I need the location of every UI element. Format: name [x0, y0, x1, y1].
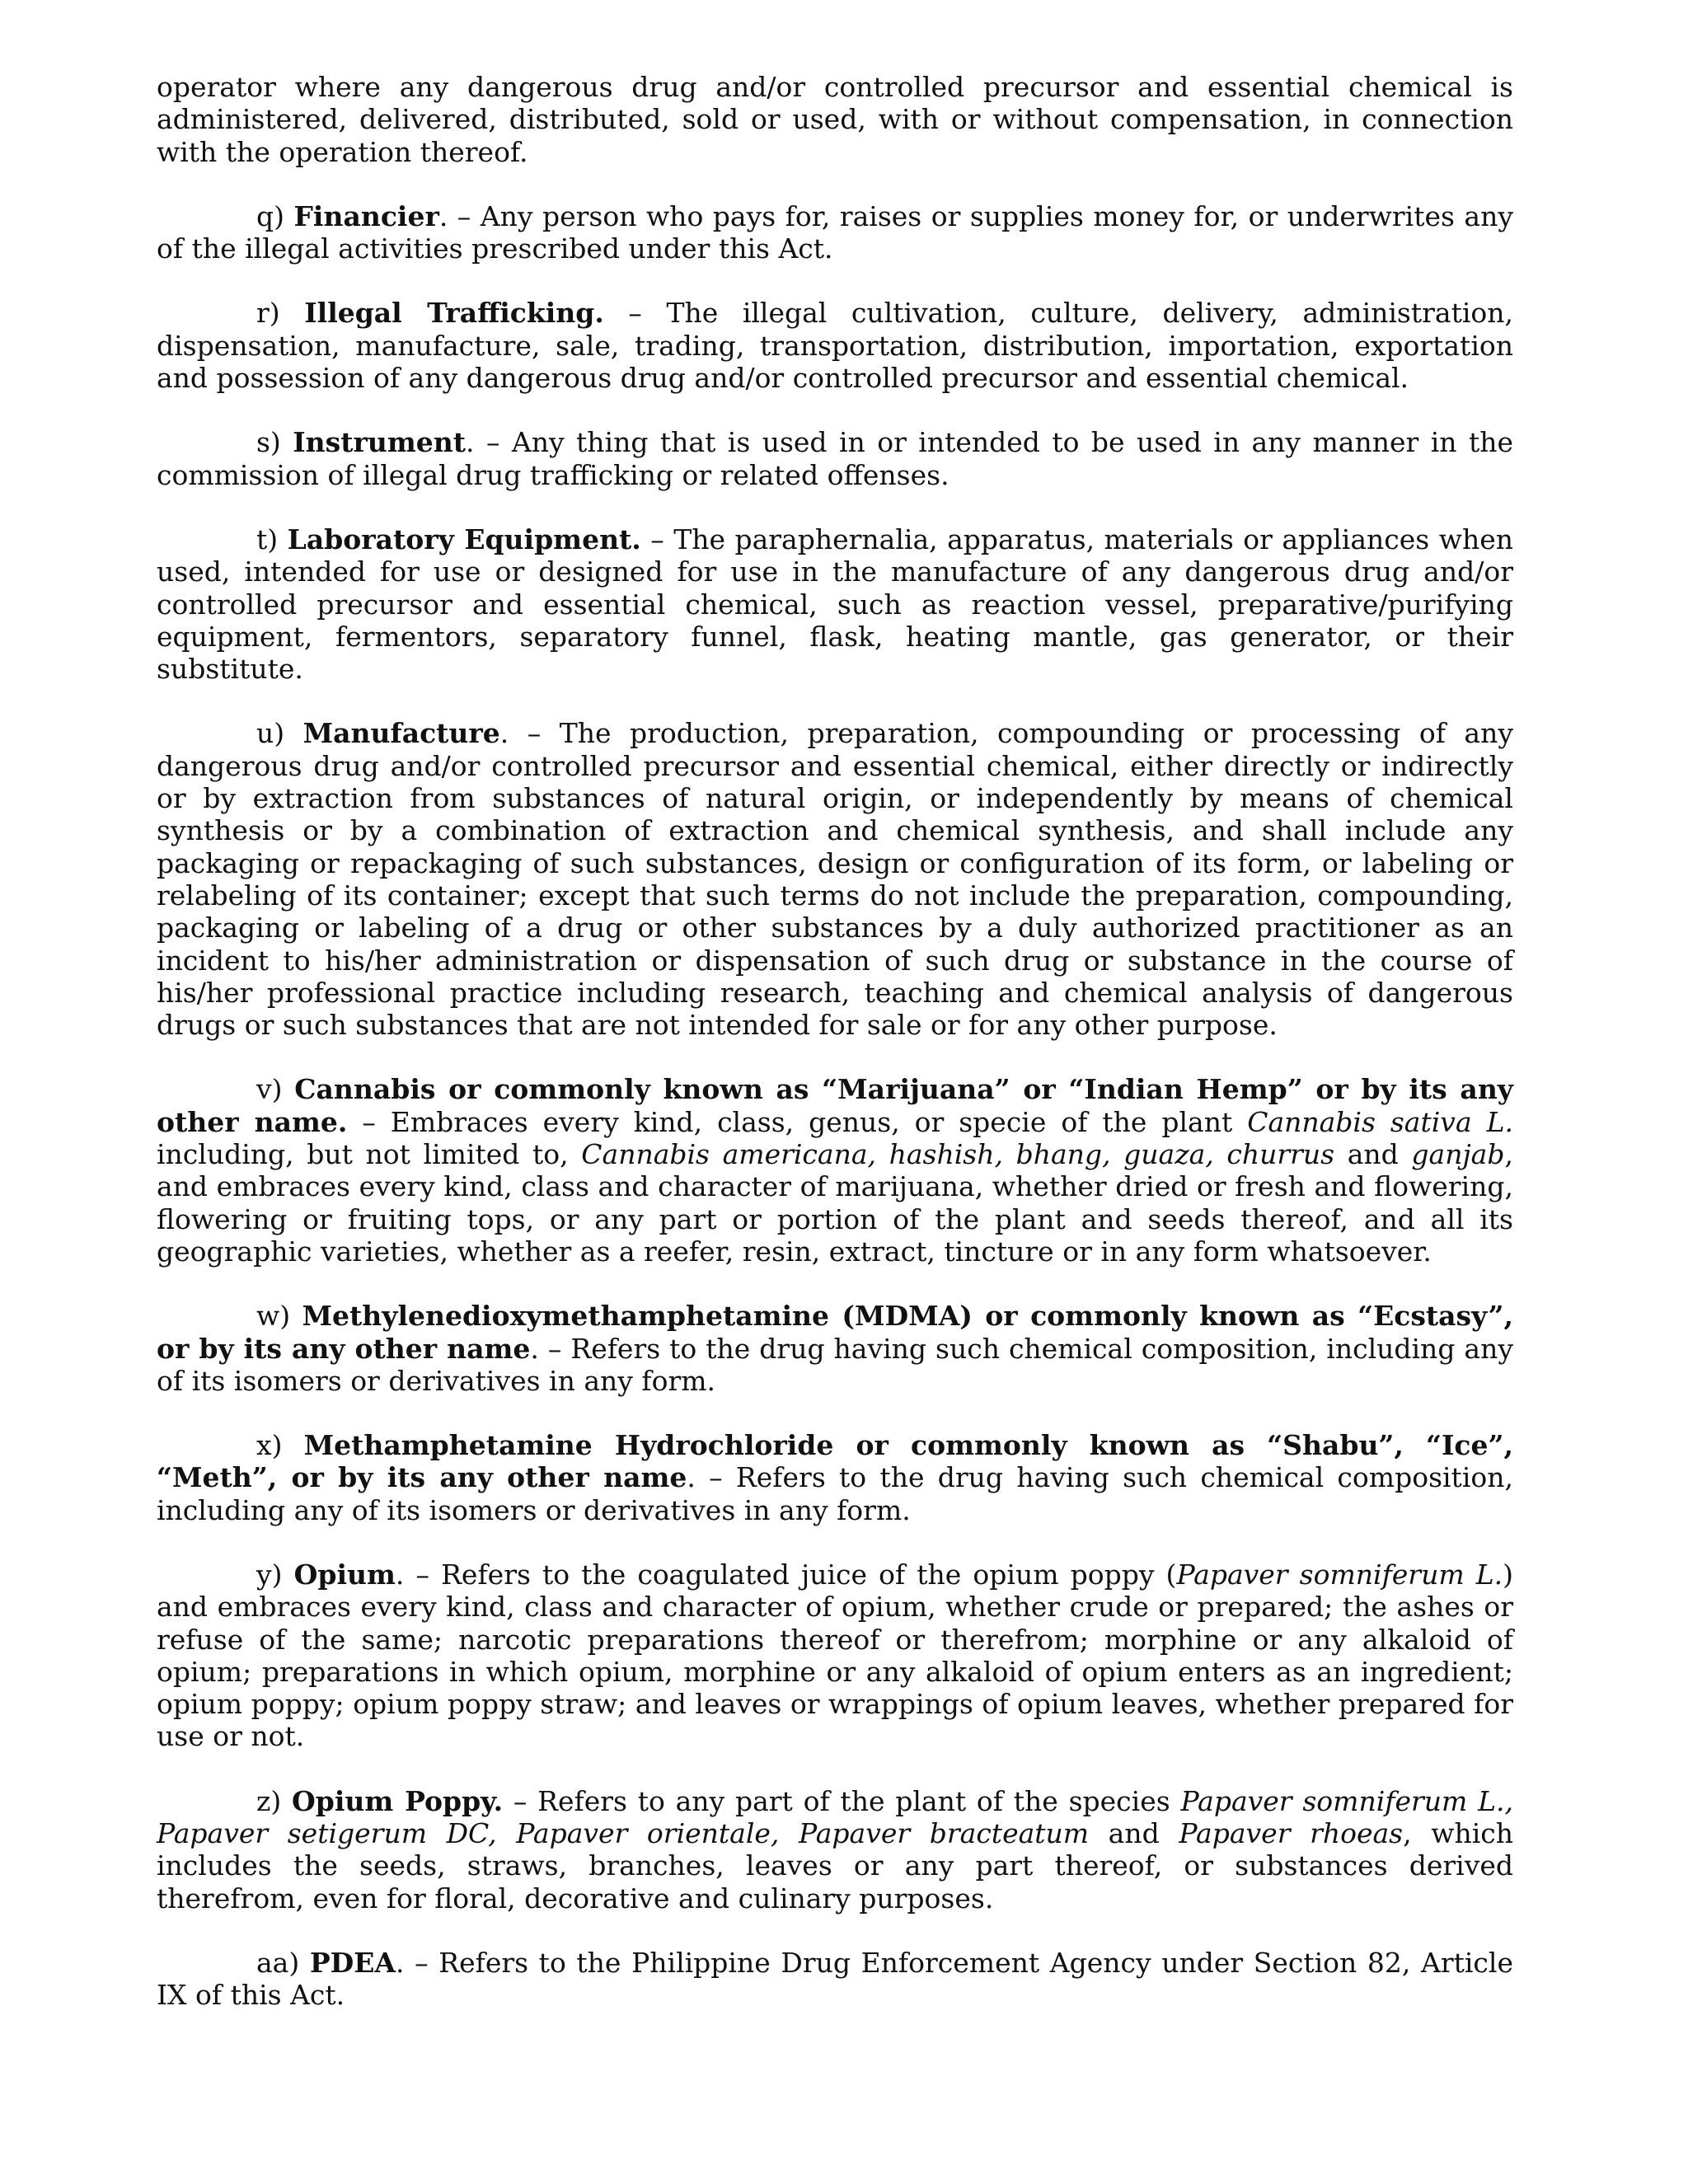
definition-letter: w)	[256, 1300, 291, 1333]
definition-letter: v)	[256, 1073, 283, 1106]
definition-letter: aa)	[256, 1946, 300, 1979]
definition-text: including, but not limited to,	[157, 1138, 582, 1171]
definition-term: PDEA	[309, 1946, 396, 1979]
definition-aa	[157, 1947, 1513, 2012]
definition-z	[157, 1785, 1513, 1915]
definition-term: Methylenedioxymethamphetamine (MDMA) or commonly known as “Ecstasy”, or by its any other name	[157, 1300, 1513, 1365]
definition-term: Opium	[293, 1558, 396, 1591]
definition-term: Illegal Trafficking.	[304, 297, 604, 330]
definition-text: – The paraphernalia, apparatus, materials or appliances when used, intended for use or designed for use in the manufacture of any dangerous drug and/or controlled precursor and essential chemical, such as reaction vessel, preparative/purifying equipment, fermentors, separatory funnel, flask, heating mantle, gas generator, or their substitute.	[157, 523, 1513, 686]
definition-letter: r)	[256, 297, 280, 330]
continuation-paragraph: operator where any dangerous drug and/or controlled precursor and essential chemical is administered, delivered, distributed, sold or used, with or without compensation, in connection with the operation thereof.	[157, 71, 1513, 168]
definition-text: and	[1089, 1817, 1179, 1850]
definition-text: – Embraces every kind, class, genus, or specie of the plant	[347, 1105, 1248, 1138]
definition-italic: Papaver somniferum L.	[1176, 1558, 1503, 1591]
document-page	[157, 71, 1513, 2044]
definition-v	[157, 1073, 1513, 1268]
definition-text: . – Refers to the drug having such chemical composition, including any of its isomers or derivatives in any form.	[157, 1332, 1513, 1397]
definition-italic: Cannabis americana, hashish, bhang, guaza, churrus	[581, 1138, 1335, 1171]
definition-term: Laboratory Equipment.	[287, 523, 641, 555]
definition-italic: Papaver somniferum L., Papaver setigerum DC, Papaver orientale, Papaver bracteatum	[157, 1784, 1513, 1850]
definition-term: Opium Poppy.	[292, 1784, 504, 1817]
definition-u	[157, 717, 1513, 1041]
definition-y	[157, 1558, 1513, 1753]
definition-term: Cannabis or commonly known as “Marijuana” or “Indian Hemp” or by its any other name.	[157, 1073, 1513, 1138]
definition-letter: z)	[256, 1784, 282, 1817]
definition-letter: y)	[256, 1558, 283, 1591]
definition-text: – Refers to any part of the plant of the species	[503, 1784, 1181, 1817]
definition-letter: q)	[256, 199, 284, 232]
definition-t	[157, 523, 1513, 685]
definition-text: . – Any thing that is used in or intended to be used in any manner in the commission of illegal drug trafficking or related offenses.	[157, 426, 1513, 491]
definition-italic: Cannabis sativa L.	[1247, 1105, 1513, 1138]
definition-letter: u)	[256, 717, 285, 750]
definition-italic: ganjab	[1411, 1138, 1505, 1171]
definition-text: ) and embraces every kind, class and character of opium, whether crude or prepared; the ashes or refuse of the same; narcotic preparations thereof or therefrom; morphine or any alkaloid of opium; preparations in which opium, morphine or any alkaloid of opium enters as an ingredient; opium poppy; opium poppy straw; and leaves or wrappings of opium leaves, whether prepared for use or not.	[157, 1558, 1513, 1753]
definition-text: – The illegal cultivation, culture, delivery, administration, dispensation, manufacture, sale, trading, transportation, distribution, importation, exportation and possession of any dangerous drug and/or controlled precursor and essential chemical.	[157, 297, 1513, 395]
definition-x	[157, 1429, 1513, 1526]
definition-letter: s)	[256, 426, 281, 459]
definition-italic: Papaver rhoeas	[1179, 1817, 1404, 1850]
definition-text: . – Refers to the coagulated juice of the opium poppy (	[395, 1558, 1177, 1591]
definition-term: Financier	[293, 199, 439, 232]
definition-term: Methamphetamine Hydrochloride or commonly known as “Shabu”, “Ice”, “Meth”, or by its any other name	[157, 1429, 1513, 1494]
definition-s	[157, 426, 1513, 491]
definition-term: Manufacture	[302, 717, 500, 750]
definition-w	[157, 1300, 1513, 1397]
definition-term: Instrument	[293, 426, 467, 459]
definition-text: . – Any person who pays for, raises or supplies money for, or underwrites any of the illegal activities prescribed under this Act.	[157, 199, 1513, 265]
definition-text: . – Refers to the drug having such chemical composition, including any of its isomers or derivatives in any form.	[157, 1461, 1513, 1526]
definition-q	[157, 200, 1513, 265]
definition-text: . – Refers to the Philippine Drug Enforcement Agency under Section 82, Article IX of this Act.	[157, 1946, 1513, 2012]
definition-text: , and embraces every kind, class and character of marijuana, whether dried or fresh and flowering, flowering or fruiting tops, or any part or portion of the plant and seeds thereof, and all its geographic varieties, whether as a reefer, resin, extract, tincture or in any form whatsoever.	[157, 1138, 1513, 1268]
definition-letter: t)	[256, 523, 279, 555]
definition-text: and	[1334, 1138, 1412, 1171]
definition-text: . – The production, preparation, compounding or processing of any dangerous drug and/or controlled precursor and essential chemical, either directly or indirectly or by extraction from substances of natural origin, or independently by means of chemical synthesis or by a combination of extraction and chemical synthesis, and shall include any packaging or repackaging of such substances, design or configuration of its form, or labeling or relabeling of its container; except that such terms do not include the preparation, compounding, packaging or labeling of a drug or other substances by a duly authorized practitioner as an incident to his/her administration or dispensation of such drug or substance in the course of his/her professional practice including research, teaching and chemical analysis of dangerous drugs or such substances that are not intended for sale or for any other purpose.	[157, 717, 1513, 1042]
definition-letter: x)	[256, 1429, 283, 1462]
definition-text: , which includes the seeds, straws, branches, leaves or any part thereof, or substances derived therefrom, even for floral, decorative and culinary purposes.	[157, 1817, 1513, 1915]
definition-r	[157, 297, 1513, 394]
